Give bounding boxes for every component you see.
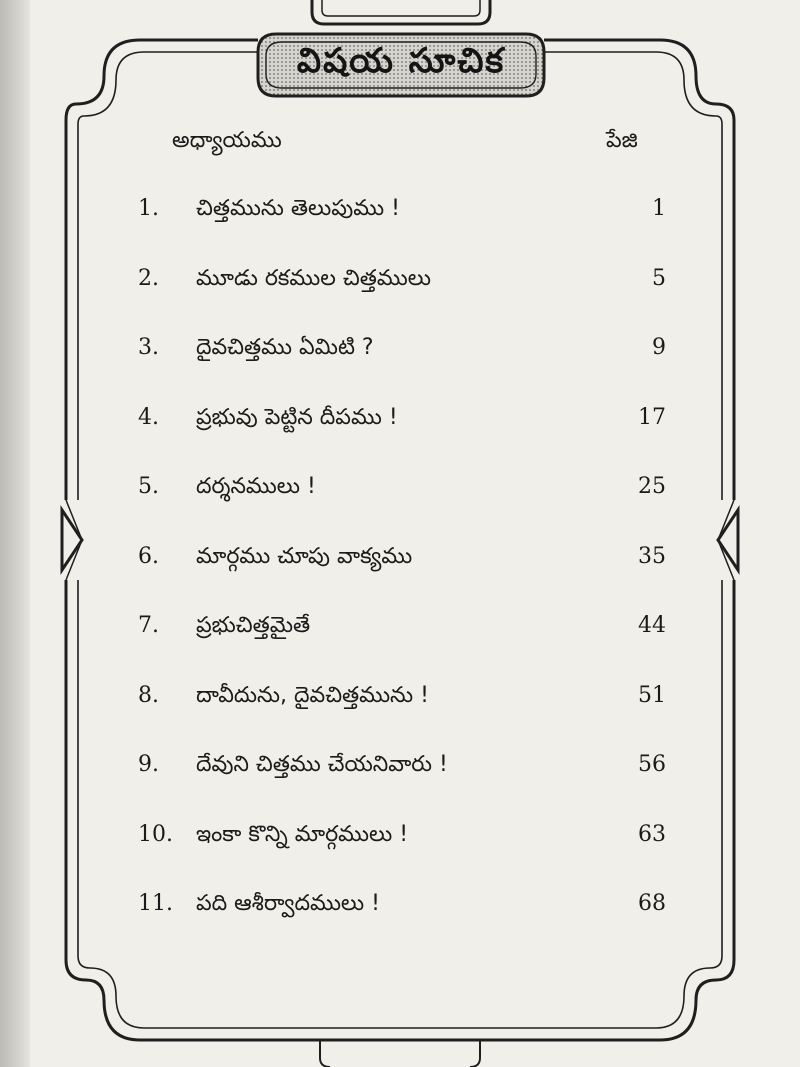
toc-entry [0,822,800,862]
toc-entry [0,335,800,375]
chapter-title: చిత్తమును తెలుపుము ! [196,196,400,221]
chapter-number: 2. [138,265,159,291]
chapter-title: మూడు రకముల చిత్తములు [196,265,431,291]
chapter-title: దర్శనములు ! [196,474,316,499]
toc-entry [0,544,800,584]
page-title: విషయ సూచిక [296,41,506,81]
chapter-number: 6. [138,543,159,569]
toc-entry [0,266,800,306]
column-header-page: పేజి [606,128,638,153]
chapter-number: 5. [138,474,159,499]
chapter-number: 3. [138,335,159,360]
page-number: 1 [652,196,666,221]
chapter-title: మార్గము చూపు వాక్యము [196,543,413,569]
page-number: 5 [652,265,666,291]
toc-entry [0,752,800,792]
toc-entry [0,613,800,653]
chapter-number: 4. [138,404,159,430]
chapter-number: 7. [138,613,159,638]
page-number: 35 [638,543,666,569]
page-number: 68 [638,891,666,916]
chapter-title: ఇంకా కొన్ని మార్గములు ! [196,821,409,847]
chapter-title: దైవచిత్తము ఏమిటి ? [196,335,374,360]
chapter-title: దావీదును, దైవచిత్తమును ! [196,682,429,708]
toc-entry [0,196,800,236]
chapter-title: పది ఆశీర్వాదములు ! [196,891,380,916]
toc-entry [0,891,800,931]
toc-entry [0,405,800,445]
toc-entry [0,474,800,514]
chapter-number: 11. [138,891,173,916]
column-header-chapter: అధ్యాయము [172,128,282,153]
chapter-number: 9. [138,752,159,777]
page-number: 63 [638,821,666,847]
page-number: 9 [652,335,666,360]
chapter-title: ప్రభుచిత్తమైతే [196,613,311,638]
page-number: 44 [638,613,666,638]
chapter-title: ప్రభువు పెట్టిన దీపము ! [196,404,398,430]
chapter-number: 1. [138,196,159,221]
page-number: 25 [638,474,666,499]
page-number: 17 [638,404,666,430]
chapter-title: దేవుని చిత్తము చేయనివారు ! [196,752,448,777]
page-number: 56 [638,752,666,777]
page-number: 51 [638,682,666,708]
chapter-number: 10. [138,821,173,847]
chapter-number: 8. [138,682,159,708]
toc-entry [0,683,800,723]
